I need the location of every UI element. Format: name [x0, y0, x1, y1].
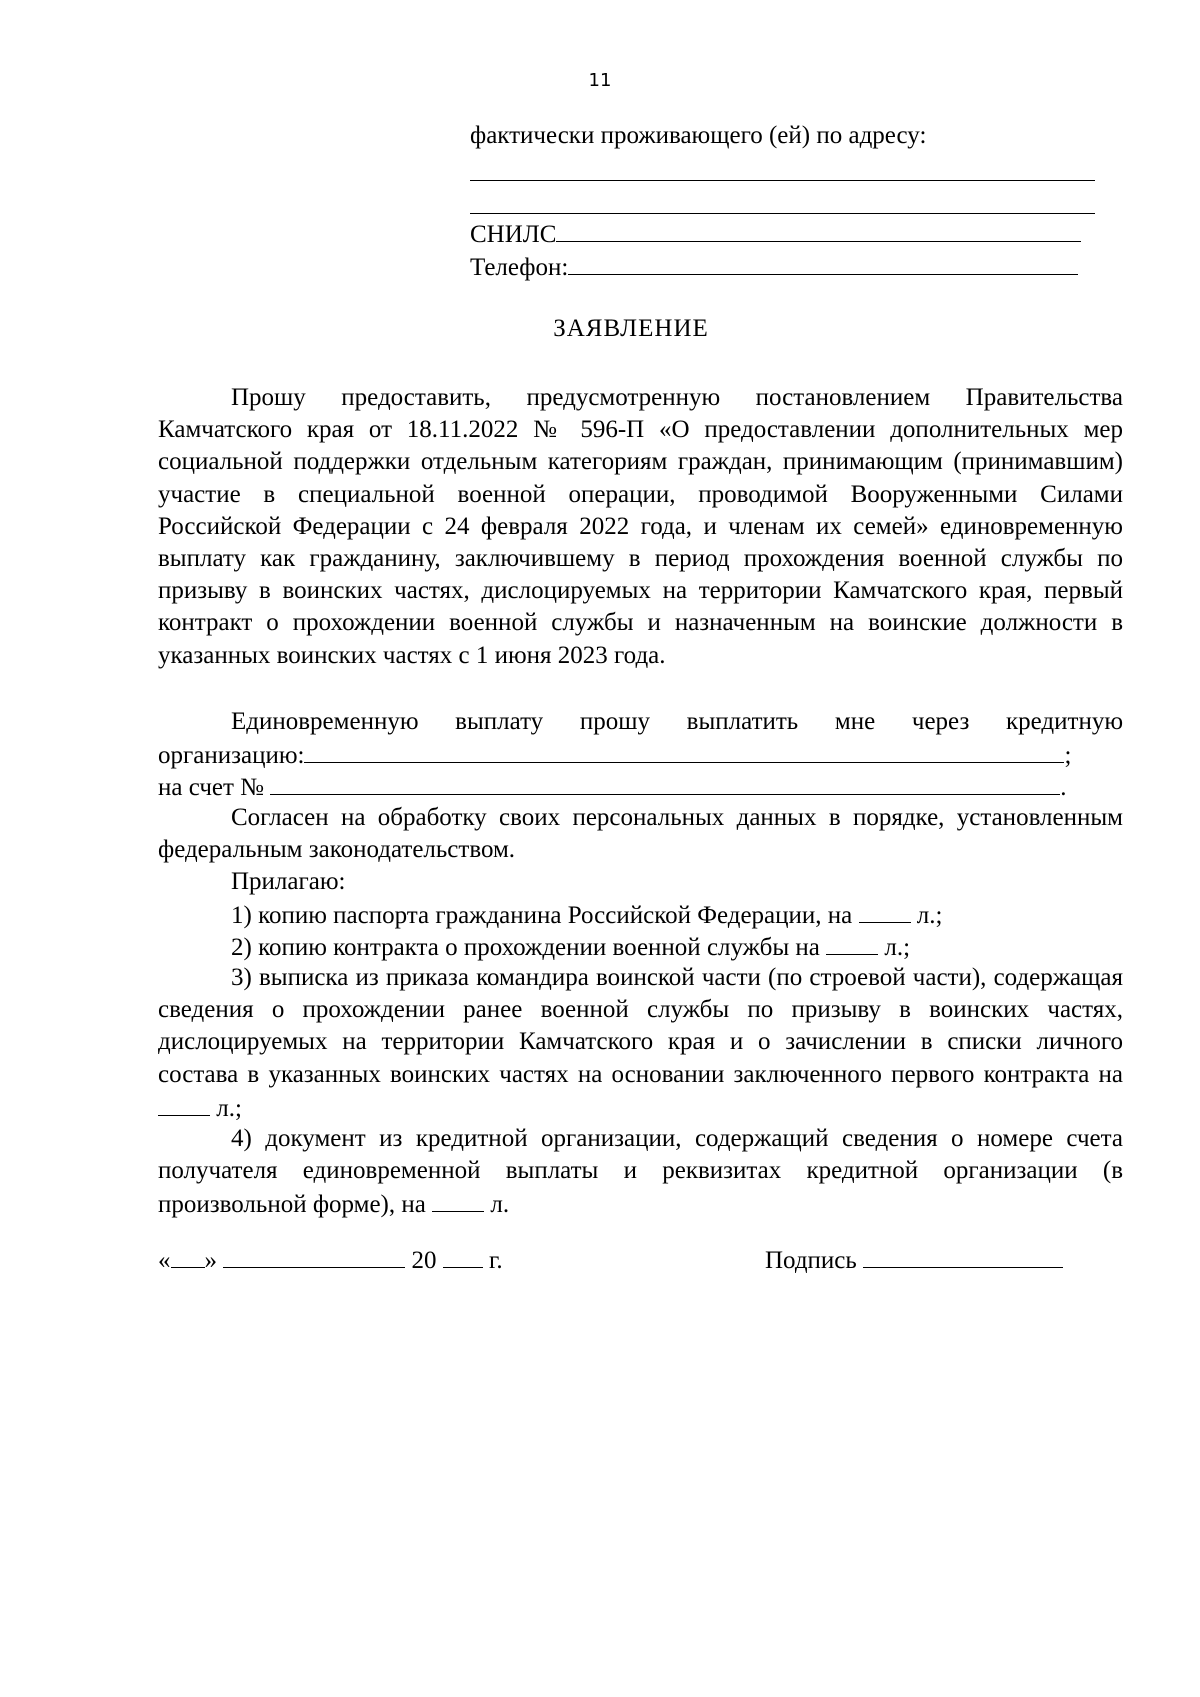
organization-label: организацию: [158, 742, 305, 769]
year-suffix: г. [489, 1247, 503, 1274]
year-field[interactable] [443, 1243, 483, 1268]
item3-suffix: л.; [216, 1094, 242, 1122]
attachment-item-4 [158, 1123, 1123, 1222]
signature-label: Подпись [765, 1247, 857, 1274]
item4-suffix: л. [490, 1191, 510, 1219]
organization-row [158, 738, 1071, 772]
attachment-item-3 [158, 962, 1123, 1125]
consent-text: Согласен на обработку своих персональных данных в порядке, установленным федеральным законодательством. [158, 804, 1123, 864]
request-paragraph [158, 382, 1123, 672]
address-line-1[interactable] [470, 180, 1095, 181]
item1-text: 1) копию паспорта гражданина Российской Федерации, на [231, 902, 853, 929]
item4-pages-field[interactable] [432, 1187, 484, 1212]
address-label: фактически проживающего (ей) по адресу: [470, 122, 927, 149]
organization-field[interactable] [304, 738, 1064, 763]
signature-field[interactable] [863, 1243, 1063, 1268]
day-field[interactable] [171, 1243, 205, 1268]
request-text: Прошу предоставить, предусмотренную постановлением Правительства Камчатского края от 18.11.2022 № 596-П «О предоставлении дополнительных мер социальной поддержки отдельным категориям граждан, принимающим (принимавшим) участие в специальной военной операции, проводимой Вооруженными Силами Российской Федерации с 24 февраля 2022 года, и членам их семей» единовременную выплату как гражданину, заключившему в период прохождения военной службы по призыву в воинских частях, дислоцируемых на территории Камчатского края, первый контракт о прохождении военной службы и назначенным на воинские должности в указанных воинских частях с 1 июня 2023 года. [158, 384, 1123, 669]
attach-label: Прилагаю: [231, 868, 346, 895]
quote-close: » [204, 1247, 217, 1274]
phone-label: Телефон: [470, 254, 569, 281]
item3-text: 3) выписка из приказа командира воинской части (по строевой части), содержащая сведения о прохождении ранее военной службы по призыву в воинских частях, дислоцируемых на территории Камчатского края и о зачислении в списки личного состава в указанных воинских частях на основании заключенного первого контракта на [158, 964, 1123, 1088]
snils-field[interactable] [556, 217, 1081, 242]
address-line-2[interactable] [470, 213, 1095, 214]
phone-field[interactable] [568, 250, 1078, 275]
month-field[interactable] [223, 1243, 405, 1268]
quote-open: « [158, 1247, 171, 1274]
item1-suffix: л.; [916, 902, 943, 929]
account-end: . [1060, 774, 1067, 801]
page-number: 11 [588, 70, 612, 91]
account-field[interactable] [270, 770, 1060, 795]
item2-text: 2) копию контракта о прохождении военной службы на [231, 934, 820, 961]
phone-row [470, 250, 1078, 284]
payment-intro: Единовременную выплату прошу выплатить мне через кредитную [231, 708, 1123, 735]
attachment-item-1 [231, 898, 942, 932]
account-row [158, 770, 1067, 804]
snils-label: СНИЛС [470, 221, 557, 248]
account-label: на счет № [158, 774, 265, 801]
item3-pages-field[interactable] [158, 1091, 210, 1116]
organization-end: ; [1064, 742, 1072, 769]
date-row [158, 1243, 503, 1277]
document-title: ЗАЯВЛЕНИЕ [553, 315, 709, 342]
item1-pages-field[interactable] [859, 898, 911, 923]
signature-row [765, 1243, 1063, 1277]
item2-suffix: л.; [884, 934, 911, 961]
item2-pages-field[interactable] [826, 930, 878, 955]
consent-paragraph [158, 802, 1123, 866]
snils-row [470, 217, 1081, 251]
attachment-item-2 [231, 930, 910, 964]
item4-text: 4) документ из кредитной организации, содержащий сведения о номере счета получателя единовременной выплаты и реквизитах кредитной организации (в произвольной форме), на [158, 1125, 1123, 1219]
year-prefix: 20 [411, 1247, 437, 1274]
payment-intro-paragraph [158, 706, 1123, 738]
